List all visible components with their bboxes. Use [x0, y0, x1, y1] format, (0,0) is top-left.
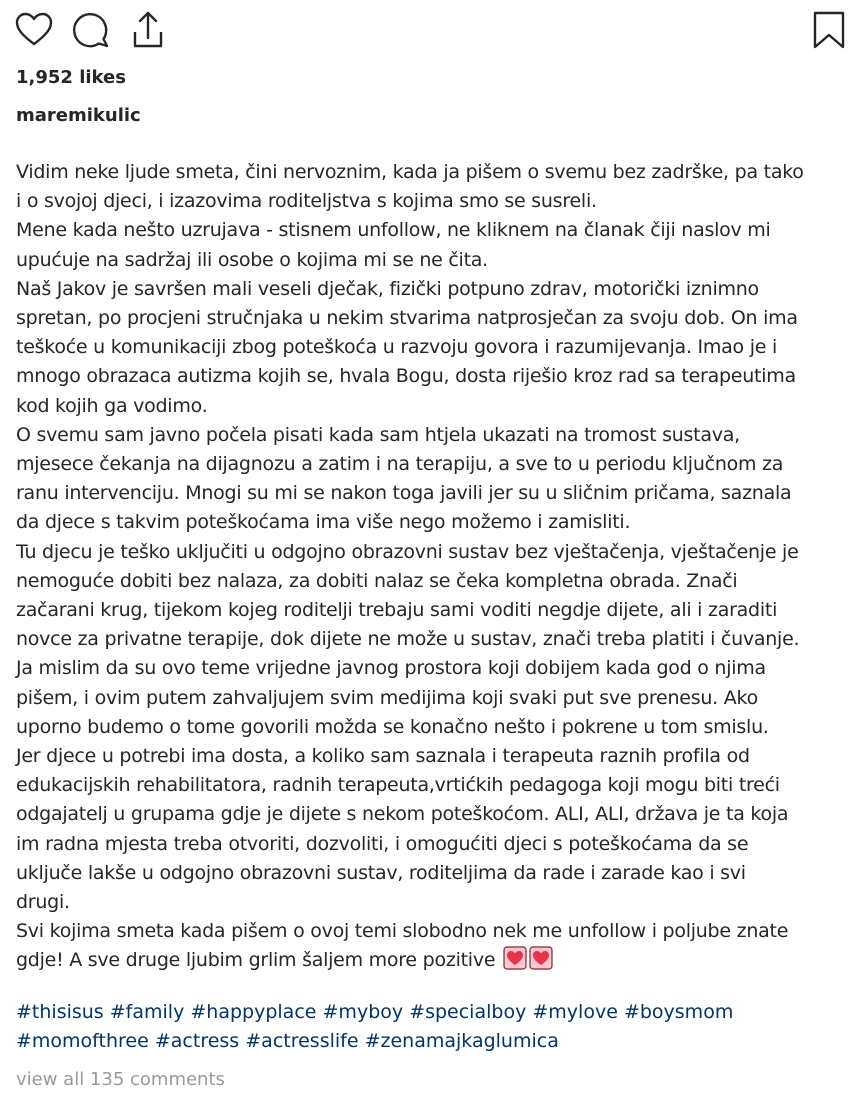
caption-line: Naš Jakov je savršen mali veseli dječak, fizički potpuno zdrav, motorički iznimno — [16, 277, 759, 300]
caption-line: Ja mislim da su ovo teme vrijedne javnog prostora koji dobijem kada god o njima — [16, 657, 766, 680]
heart-emoji-icon — [503, 946, 527, 970]
hashtag-link[interactable]: #actress — [154, 1030, 240, 1052]
hashtag-link[interactable]: #mylove — [532, 1001, 618, 1023]
caption-line: Tu djecu je teško uključiti u odgojno obrazovni sustav bez vještačenja, vještačenje je — [16, 540, 799, 563]
caption-line: spretan, po procjeni stručnjaka u nekim stvarima natprosječan za svoju dob. On ima — [16, 307, 798, 330]
caption-line: uporno budemo o tome govorili možda se konačno nešto i pokrene u tom smislu. — [16, 715, 769, 738]
caption-line: Svi kojima smeta kada pišem o ovoj temi slobodno nek me unfollow i poljube znate — [16, 920, 789, 943]
caption-line: odgajatelj u grupama gdje je dijete s nekom poteškoćom. ALI, ALI, država je ta koja — [16, 803, 789, 826]
caption-line: kod kojih ga vodimo. — [16, 394, 208, 417]
hashtag-line — [16, 1027, 856, 1056]
post-author-username[interactable]: maremikulic — [16, 105, 141, 126]
hashtag-link[interactable]: #thisisus — [16, 1001, 104, 1023]
hashtag-link[interactable]: #boysmom — [623, 1001, 734, 1023]
hashtag-link[interactable]: #momofthree — [16, 1030, 149, 1052]
caption-line: novce za privatne terapije, dok dijete ne može u sustav, znači treba platiti i čuvanje. — [16, 628, 800, 651]
comment-bubble-icon[interactable] — [70, 10, 110, 54]
caption-line: Vidim neke ljude smeta, čini nervoznim, kada ja pišem o svemu bez zadrške, pa tako — [16, 161, 804, 183]
caption-line: Jer djece u potrebi ima dosta, a koliko sam saznala i terapeuta raznih profila od — [16, 745, 750, 768]
caption-line: drugi. — [16, 891, 70, 914]
caption-line: Mene kada nešto uzrujava - stisnem unfollow, ne kliknem na članak čiji naslov mi — [16, 219, 771, 242]
hashtag-link[interactable]: #actresslife — [245, 1030, 359, 1052]
caption-line: mjesece čekanja na dijagnozu a zatim i na terapiju, a sve to u periodu ključnom za — [16, 453, 784, 476]
hashtag-link[interactable]: #zenamajkaglumica — [364, 1030, 559, 1052]
caption-line: pišem, i ovim putem zahvaljujem svim medijima koji svaki put sve prenesu. Ako — [16, 686, 758, 709]
caption-line: da djece s takvim poteškoćama ima više nego možemo i zamisliti. — [16, 511, 631, 534]
post-hashtags — [16, 998, 856, 1056]
hashtag-link[interactable]: #specialboy — [409, 1001, 527, 1023]
caption-line: upućuje na sadržaj ili osobe o kojima mi se ne čita. — [16, 248, 488, 271]
post-action-bar — [14, 10, 849, 54]
hashtag-link[interactable]: #myboy — [322, 1001, 404, 1023]
caption-line: im radna mjesta treba otvoriti, dozvoliti, i omogućiti djeci s poteškoćama da se — [16, 832, 749, 855]
caption-last-line — [16, 946, 856, 975]
caption-line: ranu intervenciju. Mnogi su mi se nakon toga javili jer su u sličnim pričama, saznala — [16, 482, 792, 505]
share-icon[interactable] — [128, 10, 168, 54]
caption-line: gdje! A sve druge ljubim grlim šaljem more pozitive — [16, 949, 496, 972]
caption-line: začarani krug, tijekom kojeg roditelji trebaju sami voditi negdje dijete, ali i zaraditi — [16, 599, 778, 622]
likes-count[interactable]: 1,952 likes — [16, 67, 126, 88]
bookmark-icon[interactable] — [809, 10, 849, 54]
caption-line: mnogo obrazaca autizma kojih se, hvala Bogu, dosta riješio kroz rad sa terapeutima — [16, 365, 796, 388]
caption-line: i o svojoj djeci, i izazovima roditeljstva s kojima smo se susreli. — [16, 190, 597, 213]
post-caption — [16, 158, 856, 976]
caption-line: nemoguće dobiti bez nalaza, za dobiti nalaz se čeka kompletna obrada. Znači — [16, 569, 738, 592]
hashtag-link[interactable]: #family — [109, 1001, 185, 1023]
caption-line: teškoće u komunikaciji zbog poteškoća u razvoju govora i razumijevanja. Imao je i — [16, 336, 777, 359]
heart-outline-icon[interactable] — [14, 10, 54, 54]
caption-line: uključe lakše u odgojno obrazovni sustav, roditeljima da rade i zarade kao i svi — [16, 861, 746, 884]
caption-line: edukacijskih rehabilitatora, radnih terapeuta,vrtićkih pedagoga koji mogu biti treći — [16, 774, 780, 797]
heart-emoji-icon — [529, 946, 553, 970]
hashtag-line — [16, 998, 856, 1027]
view-all-comments-link[interactable]: view all 135 comments — [16, 1069, 225, 1090]
hashtag-link[interactable]: #happyplace — [190, 1001, 317, 1023]
caption-line: O svemu sam javno počela pisati kada sam htjela ukazati na tromost sustava, — [16, 423, 740, 446]
